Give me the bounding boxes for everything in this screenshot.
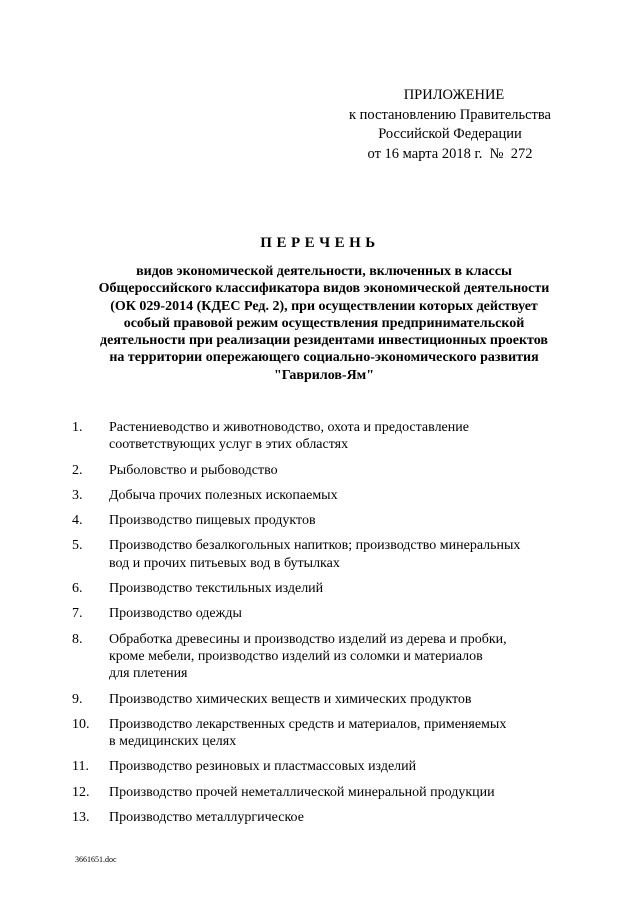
list-item-line: Производство химических веществ и химических продуктов xyxy=(109,691,472,707)
list-item-number: 5. xyxy=(72,538,83,554)
list-item-number: 1. xyxy=(72,420,83,435)
list-item-line: Обработка древесины и производство изделий из дерева и пробки, xyxy=(109,631,507,647)
list-item xyxy=(72,605,572,622)
document-title: ПЕРЕЧЕНЬ xyxy=(260,235,380,251)
list-item-text xyxy=(109,605,572,622)
footer-filename: 3661651.doc xyxy=(75,855,117,864)
list-item-text xyxy=(109,580,572,597)
list-item xyxy=(72,758,572,775)
subtitle-line: на территории опережающего социально-экономического развития xyxy=(109,350,539,366)
list-item-line: Производство лекарственных средств и материалов, применяемых xyxy=(109,716,507,732)
list-item-line: вод и прочих питьевых вод в бутылках xyxy=(109,555,340,571)
appendix-line-1: к постановлению Правительства xyxy=(349,106,551,123)
subtitle-line: "Гаврилов-Ям" xyxy=(273,367,374,383)
list-item-text xyxy=(109,691,572,708)
activity-list xyxy=(72,419,572,834)
list-item-text xyxy=(109,512,572,529)
list-item-text xyxy=(109,758,572,775)
list-item xyxy=(72,487,572,504)
list-item xyxy=(72,537,572,572)
subtitle-line: деятельности при реализации резидентами инвестиционных проектов xyxy=(100,333,548,349)
list-item-number: 10. xyxy=(72,716,90,732)
list-item-text xyxy=(109,631,572,683)
list-item-text xyxy=(109,716,572,751)
list-item xyxy=(72,691,572,708)
list-item xyxy=(72,580,572,597)
subtitle-line: особый правовой режим осуществления предпринимательской xyxy=(123,315,525,331)
list-item xyxy=(72,462,572,479)
list-item xyxy=(72,419,572,454)
list-item-number: 8. xyxy=(72,631,83,647)
list-item-text xyxy=(109,537,572,572)
list-item-number: 2. xyxy=(72,462,83,478)
list-item-line: кроме мебели, производство изделий из соломки и материалов xyxy=(109,648,483,664)
list-item-line: Производство текстильных изделий xyxy=(109,581,324,597)
list-item-line: Растениеводство и животноводство, охота и предоставление xyxy=(109,420,469,435)
list-item-line: Рыболовство и рыбоводство xyxy=(109,462,278,478)
document-subtitle xyxy=(64,263,584,384)
list-item-line: Производство безалкогольных напитков; производство минеральных xyxy=(109,538,521,554)
list-item-number: 13. xyxy=(72,810,90,826)
subtitle-line: видов экономической деятельности, включенных в классы xyxy=(136,264,512,279)
list-item xyxy=(72,716,572,751)
list-item-number: 7. xyxy=(72,606,83,622)
list-item-text xyxy=(109,419,572,454)
list-item-text xyxy=(109,784,572,801)
list-item-number: 3. xyxy=(72,487,83,503)
list-item-number: 11. xyxy=(72,759,89,775)
list-item-number: 6. xyxy=(72,581,83,597)
list-item-line: Добыча прочих полезных ископаемых xyxy=(109,487,338,503)
list-item xyxy=(72,784,572,801)
list-item xyxy=(72,631,572,683)
list-item xyxy=(72,512,572,529)
list-item-line: соответствующих услуг в этих областях xyxy=(109,437,349,453)
list-item-text xyxy=(109,462,572,479)
list-item-line: Производство пищевых продуктов xyxy=(109,513,316,529)
appendix-line-3: от 16 марта 2018 г. № 272 xyxy=(367,145,533,162)
list-item-number: 4. xyxy=(72,513,83,529)
appendix-block xyxy=(330,86,570,164)
list-item-text xyxy=(109,809,572,826)
list-item-number: 12. xyxy=(72,784,90,800)
list-item-text xyxy=(109,487,572,504)
list-item-line: Производство прочей неметаллической минеральной продукции xyxy=(109,784,495,800)
subtitle-line: (ОК 029-2014 (КДЕС Ред. 2), при осуществлении которых действует xyxy=(110,298,538,314)
list-item-line: Производство резиновых и пластмассовых изделий xyxy=(109,759,417,775)
subtitle-line: Общероссийского классификатора видов экономической деятельности xyxy=(98,281,550,297)
list-item-line: Производство одежды xyxy=(109,606,242,622)
appendix-title: ПРИЛОЖЕНИЕ xyxy=(403,87,505,103)
list-item-line: Производство металлургическое xyxy=(109,810,304,826)
list-item xyxy=(72,809,572,826)
list-item-line: в медицинских целях xyxy=(109,734,237,750)
list-item-line: для плетения xyxy=(109,666,188,682)
list-item-number: 9. xyxy=(72,691,83,707)
appendix-line-2: Российской Федерации xyxy=(378,126,522,142)
